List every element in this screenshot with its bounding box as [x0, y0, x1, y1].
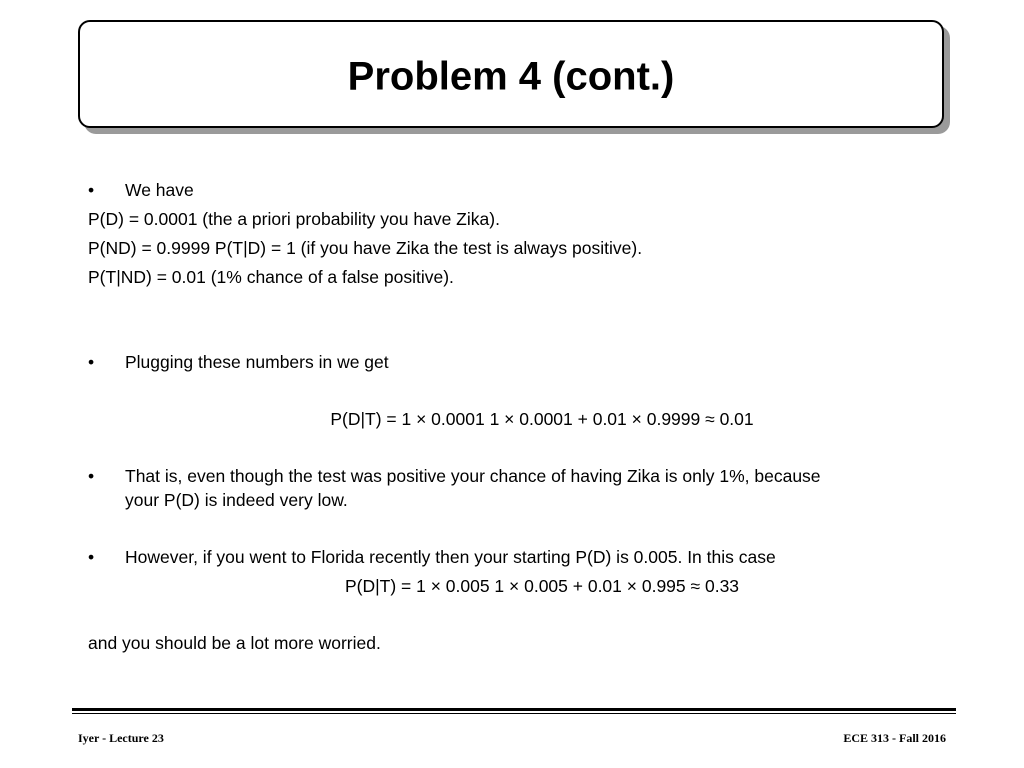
bullet-symbol: •	[88, 180, 95, 200]
closing-text: and you should be a lot more worried.	[88, 633, 381, 653]
footer-rule-thick	[72, 708, 956, 711]
footer-left: Iyer - Lecture 23	[78, 731, 164, 745]
text-line-ptnd: P(T|ND) = 0.01 (1% chance of a false positive).	[88, 267, 454, 287]
text-line-pnd: P(ND) = 0.9999 P(T|D) = 1 (if you have Zika the test is always positive).	[88, 238, 643, 258]
bullet-text-that-is-1: That is, even though the test was positive your chance of having Zika is only 1%, because	[125, 466, 821, 486]
footer-right: ECE 313 - Fall 2016	[843, 731, 946, 745]
bullet-text-however: However, if you went to Florida recently then your starting P(D) is 0.005. In this case	[125, 547, 776, 567]
footer-rule-thin	[72, 713, 956, 714]
bullet-symbol: •	[88, 547, 95, 567]
bullet-symbol: •	[88, 352, 95, 372]
title-box	[78, 20, 944, 128]
text-line-pd: P(D) = 0.0001 (the a priori probability you have Zika).	[88, 209, 500, 229]
slide-title: Problem 4 (cont.)	[347, 54, 675, 99]
bullet-symbol: •	[88, 466, 95, 486]
formula-2: P(D|T) = 1 × 0.005 1 × 0.005 + 0.01 × 0.995 ≈ 0.33	[344, 576, 740, 596]
bullet-text-that-is-2: your P(D) is indeed very low.	[125, 490, 348, 510]
formula-1: P(D|T) = 1 × 0.0001 1 × 0.0001 + 0.01 × 0.9999 ≈ 0.01	[330, 409, 754, 429]
bullet-text-we-have: We have	[125, 180, 194, 200]
bullet-text-plugging: Plugging these numbers in we get	[125, 352, 389, 372]
